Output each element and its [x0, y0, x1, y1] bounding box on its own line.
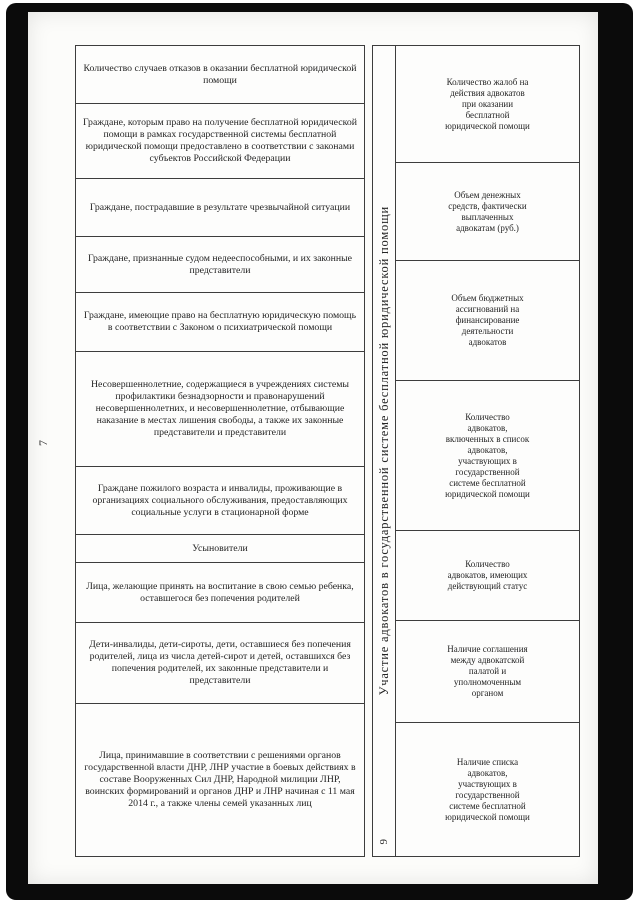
participation-header-cell-label: Объем денежных средств, фактически выплаченных адвокатам (руб.) [448, 189, 527, 233]
category-header-cell [76, 293, 364, 352]
participation-table-title-cell [373, 46, 396, 856]
category-header-cell-label: Дети-инвалиды, дети-сироты, дети, оставшиеся без попечения родителей, лица из числа детей-сирот и детей, оставшихся без попечения родителей, их законные представители и представители [89, 639, 351, 686]
category-header-cell-label: Лица, принимавшие в соответствии с решениями органов государственной власти ДНР, ЛНР участие в боевых действиях в составе Вооруженных Сил ДНР, Народной милиции ЛНР, воинских формирований и органов ДНР и ЛНР начиная с 11 мая 2014 г., а также члены семей указанных лиц [84, 750, 356, 809]
category-header-cell-label: Количество случаев отказов в оказании бесплатной юридической помощи [83, 62, 357, 86]
category-header-cell-label: Лица, желающие принять на воспитание в свою семью ребенка, оставшегося без попечения родителей [86, 580, 354, 604]
participation-header-cell [396, 261, 579, 381]
participation-header-cell [396, 723, 579, 856]
page-number: 7 [36, 440, 50, 446]
participation-table [372, 45, 580, 857]
participation-table-rows [396, 46, 579, 856]
category-header-cell [76, 46, 364, 104]
participation-header-cell-label: Количество адвокатов, имеющих действующий статус [447, 559, 528, 591]
category-header-cell-label: Усыновители [192, 542, 248, 554]
participation-header-cell-label: Наличие списка адвокатов, участвующих в государственной системе бесплатной юридической помощи [445, 756, 530, 822]
participation-header-cell [396, 381, 579, 531]
category-header-cell [76, 563, 364, 623]
participation-header-cell [396, 621, 579, 723]
participation-header-cell-label: Количество жалоб на действия адвокатов при оказании бесплатной юридической помощи [445, 76, 530, 131]
category-header-cell-label: Граждане, пострадавшие в результате чрезвычайной ситуации [89, 201, 351, 213]
participation-header-cell-label: Наличие соглашения между адвокатской палатой и уполномоченным органом [447, 644, 528, 698]
category-header-cell-label: Граждане, имеющие право на бесплатную юридическую помощь в соответствии с Законом о психиатрической помощи [83, 310, 357, 333]
category-header-cell [76, 535, 364, 563]
participation-table-title: Участие адвокатов в государственной системе бесплатной юридической помощи [376, 206, 391, 696]
category-header-cell-label: Граждане, которым право на получение бесплатной юридической помощи в рамках государственной системы бесплатной юридической помощи предоставлено в соответствии с законами субъектов Российской Федерации [83, 117, 357, 164]
category-header-cell-label: Несовершеннолетние, содержащиеся в учреждениях системы профилактики безнадзорности и правонарушений несовершеннолетних, и несовершеннолетние, отбывающие наказание в местах лишения свободы, а также их законные представители и представители [90, 379, 350, 438]
categories-table [75, 45, 365, 857]
category-header-cell [76, 104, 364, 179]
participation-header-cell-label: Количество адвокатов, включенных в список адвокатов, участвующих в государственной системе бесплатной юридической помощи [445, 411, 530, 499]
participation-header-cell [396, 46, 579, 163]
category-header-cell [76, 623, 364, 704]
category-header-cell [76, 352, 364, 467]
category-header-cell [76, 467, 364, 535]
participation-header-cell-label: Объем бюджетных ассигнований на финансирование деятельности адвокатов [451, 293, 524, 347]
participation-header-cell [396, 531, 579, 621]
category-header-cell-label: Граждане, признанные судом недееспособными, и их законные представители [87, 252, 353, 276]
category-header-cell [76, 237, 364, 293]
participation-header-cell [396, 163, 579, 261]
category-header-cell [76, 179, 364, 237]
category-header-cell [76, 704, 364, 856]
section-number: 9 [378, 838, 390, 844]
category-header-cell-label: Граждане пожилого возраста и инвалиды, проживающие в организациях социального обслуживания, предоставляющих социальные услуги в стационарной форме [92, 482, 348, 518]
